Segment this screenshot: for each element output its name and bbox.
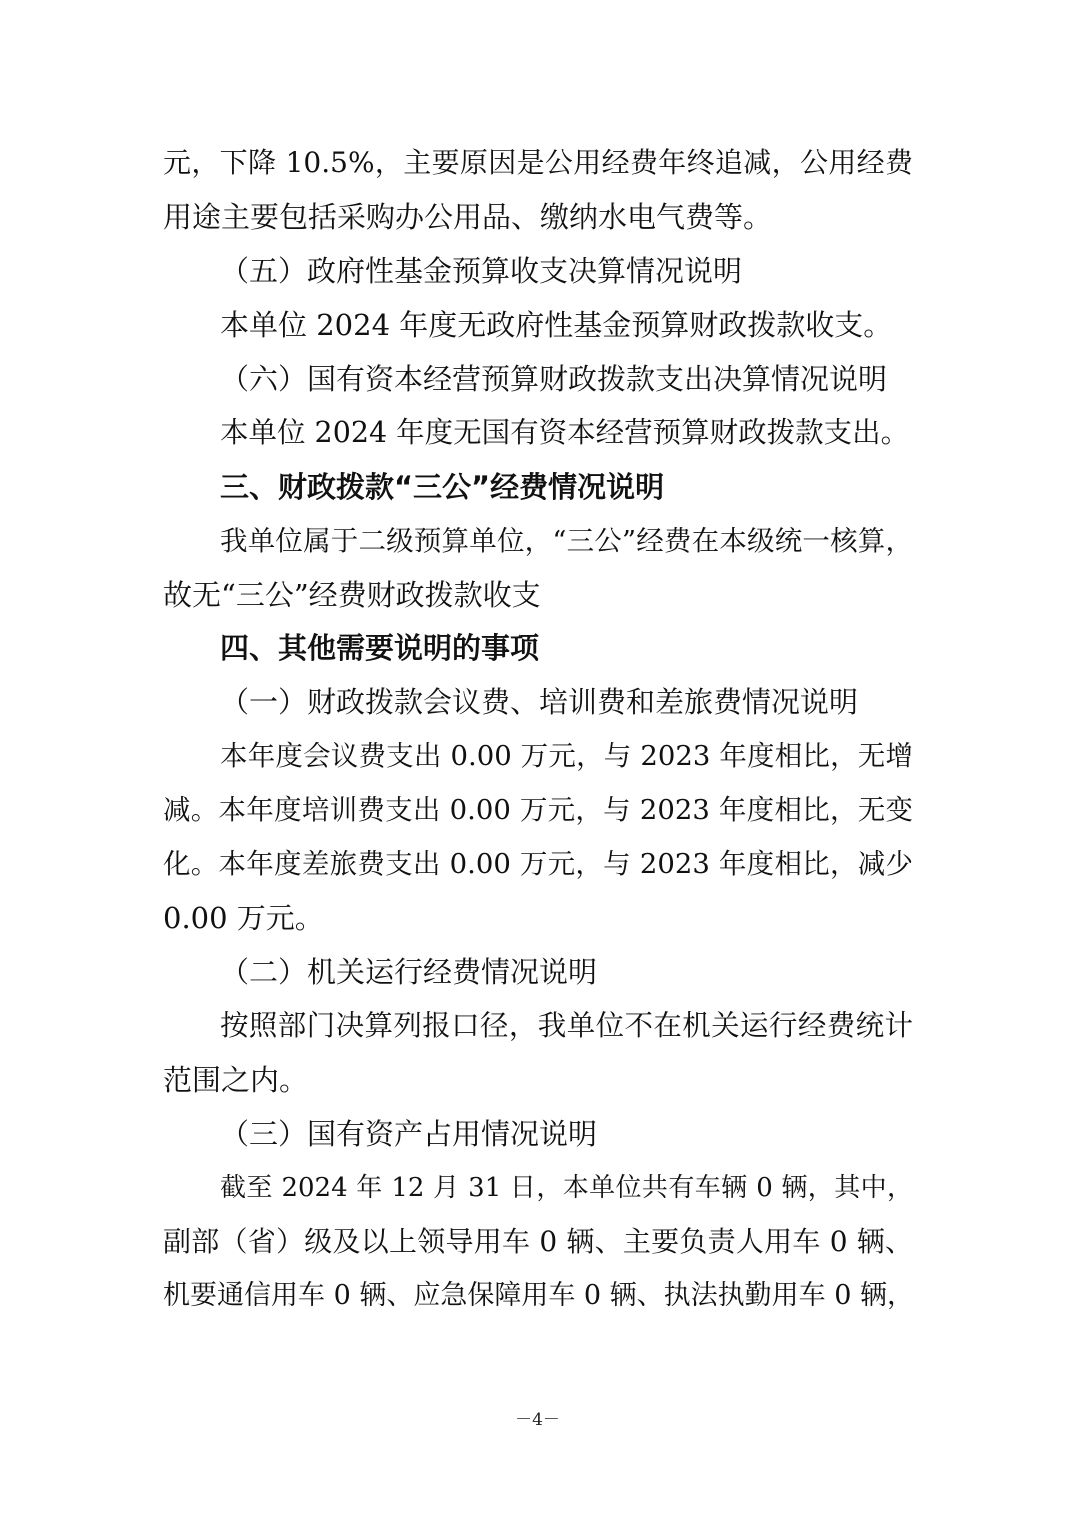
subsection-heading-6: （六）国有资本经营预算财政拨款支出决算情况说明 xyxy=(220,362,888,396)
body-text-line: 我单位属于二级预算单位，“三公”经费在本级统一核算， xyxy=(220,525,913,557)
section-heading-4: 四、其他需要说明的事项 xyxy=(220,631,540,665)
subsection-heading-2: （二）机关运行经费情况说明 xyxy=(220,955,598,989)
subsection-heading-1: （一）财政拨款会议费、培训费和差旅费情况说明 xyxy=(220,685,859,719)
body-text-line: 机要通信用车 0 辆、应急保障用车 0 辆、执法执勤用车 0 辆， xyxy=(163,1280,915,1311)
body-text-line: 化。本年度差旅费支出 0.00 万元，与 2023 年度相比，减少 xyxy=(163,848,913,880)
body-text-line: 故无“三公”经费财政拨款收支 xyxy=(163,578,541,612)
body-text-line: 本单位 2024 年度无国有资本经营预算财政拨款支出。 xyxy=(220,416,910,449)
subsection-heading-3: （三）国有资产占用情况说明 xyxy=(220,1117,598,1151)
body-text-line: 范围之内。 xyxy=(163,1063,309,1097)
body-text-line: 本单位 2024 年度无政府性基金预算财政拨款收支。 xyxy=(220,308,893,342)
body-text-line: 本年度会议费支出 0.00 万元，与 2023 年度相比，无增 xyxy=(220,740,913,772)
subsection-heading-5: （五）政府性基金预算收支决算情况说明 xyxy=(220,254,743,288)
page-number: －4－ xyxy=(515,1410,560,1430)
body-text-line: 截至 2024 年 12 月 31 日，本单位共有车辆 0 辆，其中， xyxy=(220,1173,913,1203)
body-text-line: 副部（省）级及以上领导用车 0 辆、主要负责人用车 0 辆、 xyxy=(163,1225,913,1258)
body-text-line: 用途主要包括采购办公用品、缴纳水电气费等。 xyxy=(163,200,773,234)
body-text-line: 元，下降 10.5%，主要原因是公用经费年终追减，公用经费 xyxy=(163,146,913,179)
section-heading-3: 三、财政拨款“三公”经费情况说明 xyxy=(220,470,665,504)
body-text-line: 0.00 万元。 xyxy=(163,901,324,935)
body-text-line: 减。本年度培训费支出 0.00 万元，与 2023 年度相比，无变 xyxy=(163,794,913,826)
body-text-line: 按照部门决算列报口径，我单位不在机关运行经费统计 xyxy=(220,1009,913,1042)
